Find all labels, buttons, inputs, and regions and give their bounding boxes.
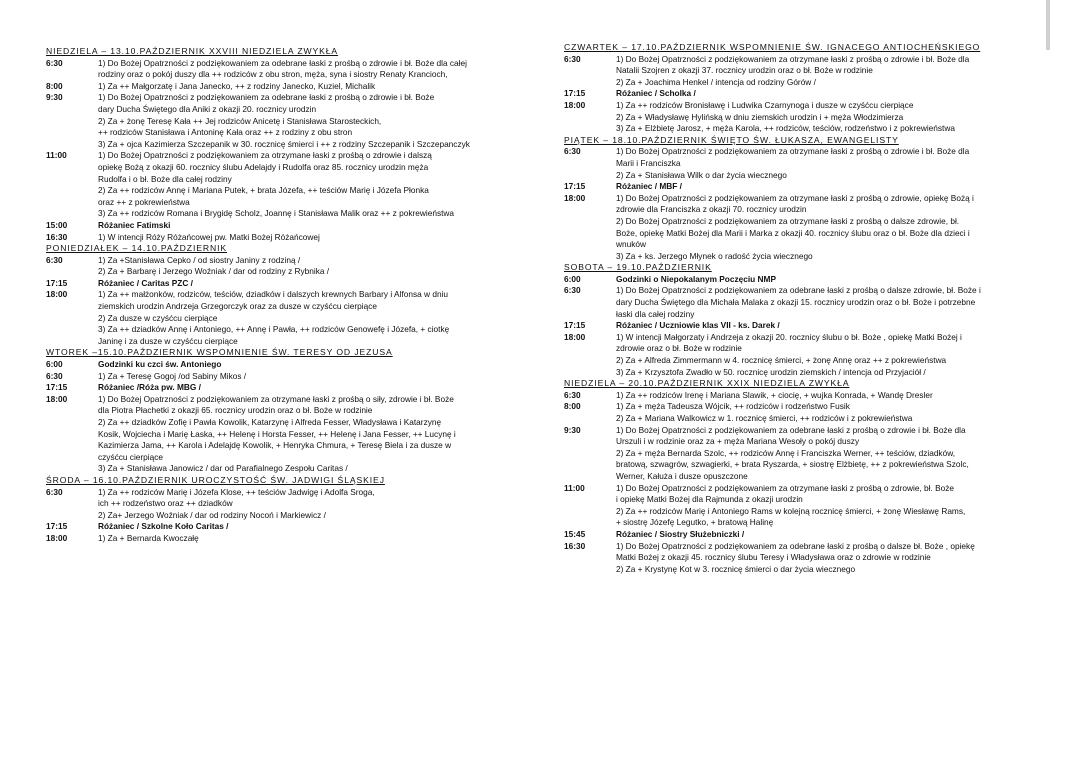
intention-line: 1) Do Bożej Opatrzności z podziękowaniem za otrzymane łaski z prośbą o zdrowie i bł. Boże dla: [616, 53, 970, 64]
mass-entry: [46, 521, 522, 533]
mass-entry: [564, 181, 1044, 193]
intention-line: 1) Do Bożej Opatrzności z podziękowaniem za otrzymane łaski z prośbą o zdrowie, opiekę Bożą i: [616, 192, 974, 203]
mass-entry: [564, 274, 1044, 286]
intention-line: 2) Za + Mariana Walkowicz w 1. rocznicę śmierci, ++ rodziców i z pokrewieństwa: [616, 413, 913, 423]
mass-time: 17:15: [46, 521, 68, 532]
mass-entry: [46, 255, 522, 278]
mass-entry: [46, 359, 522, 371]
mass-time: 6:30: [564, 53, 581, 64]
intention-line: 2) Za + Alfreda Zimmermann w 4. rocznicę śmierci, + żonę Annę oraz ++ z pokrewieństwa: [616, 355, 947, 366]
intention-line: dary Ducha Świętego dla Aniki z okazji 20. rocznicy urodzin: [98, 103, 317, 114]
mass-time: 15:00: [46, 219, 68, 230]
mass-time: 8:00: [564, 401, 581, 412]
intention-line: 3) Za ++ dziadków Annę i Antoniego, ++ Annę i Pawła, ++ rodziców Genowefę i Józefa, + ciotkę: [98, 324, 450, 335]
mass-time: 11:00: [564, 482, 585, 493]
intention-line: 1) Do Bożej Opatrzności z podziękowaniem za odebrane łaski z prośbą o zdrowie i bł. Boże dla całej: [98, 57, 467, 68]
intention-line: 2) Za ++ rodziców Marię i Antoniego Rams w kolejną rocznicę śmierci, + żonę Wiesławę Rams,: [616, 505, 966, 516]
intention-line: 3) Za + Stanisława Janowicz / dar od Parafialnego Zespołu Caritas /: [98, 463, 348, 474]
intention-line: 2) Do Bożej Opatrzności z podziękowaniem za otrzymane łaski z prośbą o dalsze zdrowie, bł.: [616, 215, 960, 226]
intention-line: Różaniec / Siostry Służebniczki /: [616, 528, 745, 539]
mass-time: 18:00: [46, 532, 68, 543]
day-heading: SOBOTA – 19.10.PAŹDZIERNIK: [564, 262, 712, 273]
intention-line: 1) Za + Bernarda Kwoczałę: [98, 532, 199, 543]
intention-line: Rudolfa i o bł. Boże dla całej rodziny: [98, 173, 232, 184]
intention-line: 2) Za ++ dziadków Zofię i Pawła Kowolik, Katarzynę i Alfreda Fesser, Władysława i Katarzynę: [98, 417, 442, 427]
mass-time: 17:15: [46, 277, 68, 288]
intention-line: + siostrę Józefę Legutko, + bratową Halinę: [616, 517, 774, 528]
day-heading: CZWARTEK – 17.10.PAŹDZIERNIK WSPOMNIENIE ŚW. IGNACEGO ANTIOCHEŃSKIEGO: [564, 42, 981, 52]
intention-line: Werner, Kałuża i dusze opuszczone: [616, 470, 748, 481]
mass-time: 6:30: [46, 254, 63, 265]
mass-entry: [46, 394, 522, 475]
intention-line: 1) Za +Stanisława Cepko / od siostry Janiny z rodziną /: [98, 254, 301, 265]
intention-line: Janinę i za dusze w czyśćcu cierpiące: [98, 335, 238, 346]
mass-time: 17:15: [564, 181, 586, 192]
mass-time: 6:30: [46, 486, 63, 497]
mass-time: 9:30: [46, 92, 63, 103]
mass-time: 16:30: [564, 540, 586, 551]
mass-time: 6:00: [46, 359, 63, 370]
mass-entry: [564, 146, 1044, 181]
mass-time: 18:00: [46, 393, 68, 404]
mass-entry: [564, 54, 1044, 89]
mass-entry: [564, 483, 1044, 529]
intention-line: opiekę Bożą z okazji 60. rocznicy ślubu Adelajdy i Rudolfa oraz 85. rocznicy urodzin męża: [98, 161, 429, 172]
mass-entry: [46, 382, 522, 394]
intention-line: 1) Do Bożej Opatrzności z podziękowaniem za odebrane łaski z prośbą o zdrowie i bł. Boże: [98, 92, 435, 103]
intention-line: 1) Za ++ rodziców Bronisławę i Ludwika Czarnynoga i dusze w czyśćcu cierpiące: [616, 99, 914, 110]
intention-line: Boże, opiekę Matki Bożej dla Marii i Marka z okazji 40. rocznicy ślubu oraz o bł. Boże dla dzieci i: [616, 227, 970, 238]
intention-line: Różaniec Fatimski: [98, 219, 171, 230]
intention-line: Różaniec / Caritas PZC /: [98, 277, 193, 288]
intention-line: Urszuli i w rodzinie oraz za + męża Mariana Wesoły o pokój duszy: [616, 436, 860, 447]
mass-entry: [564, 425, 1044, 483]
intention-line: 1) Za ++ małżonków, rodziców, teściów, dziadków i dalszych krewnych Barbary i Alfonsa w dniu: [98, 289, 449, 300]
intention-line: 1) Za + Teresę Gogoj /od Sabiny Mikos /: [98, 370, 247, 381]
intention-line: 2) Za + Barbarę i Jerzego Woźniak / dar od rodziny z Rybnika /: [98, 266, 330, 277]
mass-time: 17:15: [564, 88, 586, 99]
intention-line: Różaniec / Uczniowie klas VII - ks. Darek /: [616, 320, 780, 331]
intention-line: Kazimierza Jama, ++ Karola i Adelajdę Kowolik, + Henryka Chmura, + Teresę Biela i za dusze w: [98, 440, 452, 451]
day-heading: PIĄTEK – 18.10.PAŹDZIERNIK ŚWIĘTO ŚW. ŁUKASZA, EWANGELISTY: [564, 134, 899, 145]
mass-entry: [564, 193, 1044, 263]
mass-entry: [46, 81, 522, 93]
mass-entry: [46, 289, 522, 347]
day-heading: NIEDZIELA – 20.10.PAŹDZIERNIK XXIX NIEDZIELA ZWYKŁA: [564, 378, 850, 389]
mass-time: 9:30: [564, 424, 581, 435]
intention-line: Różaniec /Róża pw. MBG /: [98, 382, 201, 393]
mass-time: 11:00: [46, 150, 67, 161]
intention-line: Różaniec / MBF /: [616, 181, 682, 192]
intention-line: Różaniec / Szkolne Koło Caritas /: [98, 521, 229, 532]
left-column: [46, 46, 522, 545]
intention-line: 1) Za + męża Tadeusza Wójcik, ++ rodziców i rodzeństwo Fusik: [616, 401, 850, 412]
intention-line: Kosik, Wojciecha i Marię Łaska, ++ Helenę i Horsta Fesser, ++ Helenę i Jana Fesser, ++ Lucynę i: [98, 428, 456, 439]
intention-line: Różaniec / Scholka /: [616, 88, 696, 99]
mass-entry: [564, 390, 1044, 402]
intention-line: oraz ++ z pokrewieństwa: [98, 196, 190, 207]
intention-line: Marii i Franciszka: [616, 157, 681, 168]
mass-entry: [46, 278, 522, 290]
mass-time: 6:30: [564, 146, 581, 157]
intention-line: 3) Za ++ rodziców Romana i Brygidę Scholz, Joannę i Stanisława Malik oraz ++ z pokrewieństwa: [98, 208, 455, 219]
intention-line: 2) Za dusze w czyśćcu cierpiące: [98, 312, 218, 323]
intention-line: ++ rodziców Stanisława i Antoninę Kała oraz ++ z rodziny z obu stron: [98, 127, 353, 138]
intention-line: wnuków: [616, 239, 646, 250]
intention-line: bratową, szwagrów, szwagierki, + brata Ryszarda, + siostrę Elżbietę, ++ z pokrewieństwa Szolc,: [616, 459, 969, 470]
mass-entry: [564, 401, 1044, 424]
mass-time: 6:00: [564, 273, 581, 284]
intention-line: dla Piotra Płachetki z okazji 65. rocznicy urodzin oraz o bł. Boże w rodzinie: [98, 405, 373, 416]
intention-line: zdrowie oraz o bł. Boże w rodzinie: [616, 343, 742, 354]
intention-line: Godzinki o Niepokalanym Poczęciu NMP: [616, 273, 776, 284]
mass-entry: [46, 150, 522, 220]
intention-line: czyśćcu cierpiące: [98, 451, 164, 462]
mass-entry: [46, 487, 522, 522]
mass-entry: [564, 541, 1044, 576]
right-column: [564, 42, 1044, 575]
mass-entry: [46, 220, 522, 232]
intention-line: 2) Za+ Jerzego Woźniak / dar od rodziny Nocoń i Markiewicz /: [98, 509, 326, 520]
mass-time: 18:00: [564, 331, 586, 342]
mass-entry: [564, 100, 1044, 135]
day-heading: WTOREK –15.10.PAŹDZIERNIK WSPOMNIENIE ŚW. TERESY OD JEZUSA: [46, 347, 393, 358]
intention-line: 2) Za + Joachima Henkel / intencja od rodziny Górów /: [616, 76, 816, 87]
intention-line: 2) Za + męża Bernarda Szolc, ++ rodziców Annę i Franciszka Werner, ++ teściów, dziadków,: [616, 447, 956, 458]
intention-line: 1) Do Bożej Opatrzności z podziękowaniem za otrzymane łaski z prośbą o zdrowie i bł. Boże dla: [616, 146, 970, 157]
intention-line: 1) Do Bożej Opatrzności z podziękowaniem za odebrane łaski z prośbą o dalsze bł. Boże , opiekę: [616, 540, 975, 551]
intention-line: dary Ducha Świętego dla Michała Malaka z okazji 15. rocznicy urodzin oraz o bł. Boże i potrzebne: [616, 297, 976, 308]
mass-entry: [46, 92, 522, 150]
mass-time: 18:00: [564, 99, 586, 110]
mass-entry: [564, 332, 1044, 378]
mass-time: 8:00: [46, 80, 63, 91]
intention-line: 3) Za + Elżbietę Jarosz, + męża Karola, ++ rodziców, teściów, rodzeństwo i z pokrewieństwa: [616, 123, 955, 134]
intention-line: 1) W intencji Małgorzaty i Andrzeja z okazji 20. rocznicy ślubu o bł. Boże , opiekę Matki Bożej i: [616, 331, 962, 342]
intention-line: Natalii Szojren z okazji 37. rocznicy urodzin oraz o bł. Boże w rodzinie: [616, 65, 873, 76]
day-heading: PONIEDZIAŁEK – 14.10.PAŹDZIERNIK: [46, 243, 227, 254]
intention-line: 1) Do Bożej Opatrzności z podziękowaniem za odebrane łaski z prośbą o zdrowie i bł. Boże dla: [616, 424, 966, 435]
mass-time: 15:45: [564, 528, 586, 539]
intention-line: 1) Do Bożej Opatrzności z podziękowaniem za otrzymane łaski z prośbą o zdrowie, bł. Boże: [616, 482, 955, 493]
mass-time: 6:30: [564, 389, 581, 400]
intention-line: i opiekę Matki Bożej dla Rajmunda z okazji urodzin: [616, 494, 803, 505]
mass-time: 17:15: [564, 320, 586, 331]
intention-line: ziemskich urodzin Andrzeja Grzegorczyk oraz za dusze w czyśćcu cierpiące: [98, 301, 377, 312]
mass-entry: [564, 320, 1044, 332]
intention-line: 3) Za + ks. Jerzego Młynek o radość życia wiecznego: [616, 250, 813, 261]
intention-line: 1) W intencji Róży Różańcowej pw. Matki Bożej Różańcowej: [98, 231, 320, 242]
mass-time: 16:30: [46, 231, 68, 242]
intention-line: Matki Bożej z okazji 45. rocznicy ślubu Teresy i Władysława oraz o zdrowie w rodzinie: [616, 552, 931, 563]
scrollbar-thumb[interactable]: [1046, 0, 1050, 50]
intention-line: ich ++ rodzeństwo oraz ++ dziadków: [98, 498, 233, 509]
intention-line: 1) Do Bożej Opatrzności z podziękowaniem za otrzymane łaski z prośbą o siły, zdrowie i bł. Boże: [98, 393, 454, 404]
intention-line: 2) Za + Władysławę Hylińską w dniu ziemskich urodzin i + męża Włodzimierza: [616, 111, 904, 122]
intention-line: 3) Za + ojca Kazimierza Szczepanik w 30. rocznicę śmierci i ++ z rodziny Szczepanik i Szczepanczyk: [98, 138, 470, 149]
intention-line: 1) Za ++ Małgorzatę i Jana Janecko, ++ z rodziny Janecko, Kuziel, Michalik: [98, 80, 376, 91]
intention-line: rodziny oraz o pokój duszy dla ++ rodziców z obu stron, męża, syna i siostry Renaty Krancioch,: [98, 69, 448, 80]
day-heading: ŚRODA – 16.10.PAŹDZIERNIK UROCZYSTOŚĆ ŚW. JADWIGI ŚLĄSKIEJ: [46, 474, 385, 485]
mass-time: 6:30: [46, 370, 63, 381]
intention-line: 2) Za + Krystynę Kot w 3. rocznicę śmierci o dar życia wiecznego: [616, 563, 856, 574]
intention-line: 3) Za + Krzysztofa Zwadło w 50. rocznicę urodzin ziemskich / intencja od Przyjaciół /: [616, 366, 926, 377]
intention-line: 1) Za ++ rodziców Marię i Józefa Klose, ++ teściów Jadwigę i Adolfa Sroga,: [98, 486, 375, 497]
mass-entry: [46, 533, 522, 545]
mass-entry: [564, 529, 1044, 541]
mass-entry: [46, 232, 522, 244]
intention-line: 1) Do Bożej Opatrzności z podziękowaniem za odebrane łaski z prośbą o dalsze zdrowie, bł. Boże i: [616, 285, 981, 296]
intention-line: 1) Do Bożej Opatrzności z podziękowaniem za otrzymane łaski z prośbą o zdrowie i dalszą: [98, 150, 432, 161]
intention-line: 2) Za + żonę Teresę Kała ++ Jej rodziców Anicetę i Stanisława Starosteckich,: [98, 115, 382, 126]
intention-line: 2) Za + Stanisława Wilk o dar życia wiecznego: [616, 169, 787, 180]
mass-time: 18:00: [46, 289, 68, 300]
intention-line: Godzinki ku czci św. Antoniego: [98, 359, 222, 370]
mass-time: 6:30: [564, 285, 581, 296]
mass-entry: [564, 88, 1044, 100]
mass-entry: [564, 285, 1044, 320]
day-heading: NIEDZIELA – 13.10.PAŹDZIERNIK XXVIII NIEDZIELA ZWYKŁA: [46, 46, 339, 56]
mass-entry: [46, 58, 522, 81]
intention-line: łaski dla całej rodziny: [616, 308, 695, 319]
intention-line: 1) Za ++ rodziców Irenę i Mariana Slawik, + ciocię, + wujka Konrada, + Wandę Dresler: [616, 389, 933, 400]
intention-line: zdrowie dla Franciszka z okazji 70. rocznicy urodzin: [616, 204, 807, 215]
intention-line: 2) Za ++ rodziców Annę i Mariana Putek, + brata Józefa, ++ teściów Marię i Józefa Płonka: [98, 185, 429, 196]
mass-time: 6:30: [46, 57, 63, 68]
mass-time: 18:00: [564, 192, 586, 203]
mass-entry: [46, 371, 522, 383]
mass-time: 17:15: [46, 382, 68, 393]
